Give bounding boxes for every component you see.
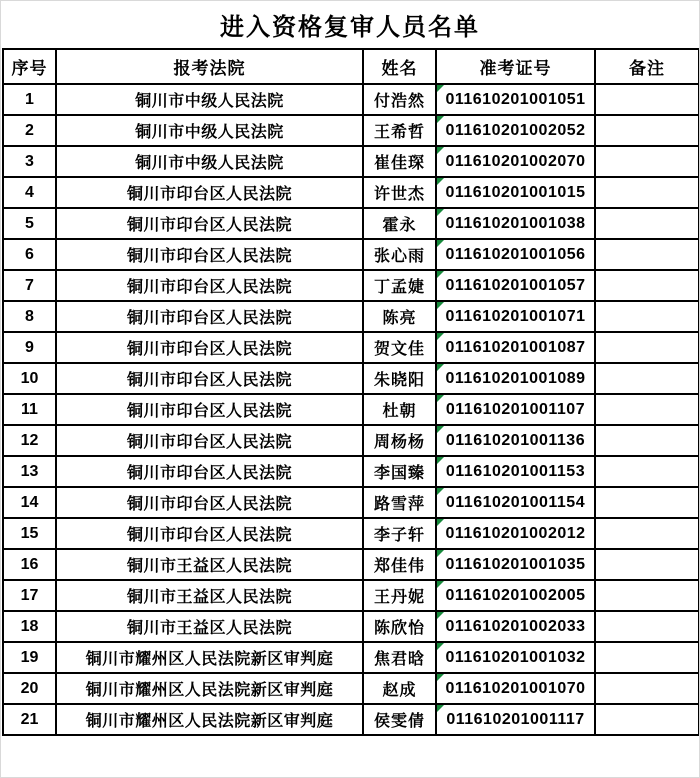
seq-cell: 2 (3, 115, 56, 146)
ticket-cell: 011610201001153 (436, 456, 595, 487)
table-row (3, 146, 699, 177)
col-header-ticket: 准考证号 (436, 49, 595, 84)
green-corner-triangle-icon (437, 147, 444, 154)
col-header-remark: 备注 (595, 49, 699, 84)
remark-cell (595, 208, 699, 239)
seq-cell: 15 (3, 518, 56, 549)
remark-cell (595, 301, 699, 332)
name-cell: 陈欣怡 (363, 611, 436, 642)
table-body (3, 84, 699, 735)
remark-cell (595, 425, 699, 456)
remark-cell (595, 146, 699, 177)
green-corner-triangle-icon (437, 271, 444, 278)
seq-cell: 18 (3, 611, 56, 642)
name-cell: 焦君晗 (363, 642, 436, 673)
remark-cell (595, 642, 699, 673)
court-cell: 铜川市印台区人民法院 (56, 518, 363, 549)
remark-cell (595, 177, 699, 208)
table-row (3, 642, 699, 673)
court-cell: 铜川市印台区人民法院 (56, 177, 363, 208)
ticket-cell: 011610201001015 (436, 177, 595, 208)
seq-cell: 21 (3, 704, 56, 735)
court-cell: 铜川市中级人民法院 (56, 84, 363, 115)
remark-cell (595, 239, 699, 270)
remark-cell (595, 270, 699, 301)
ticket-cell: 011610201001038 (436, 208, 595, 239)
green-corner-triangle-icon (437, 364, 444, 371)
seq-cell: 1 (3, 84, 56, 115)
name-cell: 李国臻 (363, 456, 436, 487)
court-cell: 铜川市印台区人民法院 (56, 270, 363, 301)
col-header-name: 姓名 (363, 49, 436, 84)
seq-cell: 3 (3, 146, 56, 177)
green-corner-triangle-icon (437, 333, 444, 340)
table-row (3, 208, 699, 239)
name-cell: 霍永 (363, 208, 436, 239)
green-corner-triangle-icon (437, 674, 444, 681)
name-cell: 杜朝 (363, 394, 436, 425)
ticket-cell: 011610201002012 (436, 518, 595, 549)
remark-cell (595, 549, 699, 580)
seq-cell: 8 (3, 301, 56, 332)
seq-cell: 7 (3, 270, 56, 301)
seq-cell: 4 (3, 177, 56, 208)
ticket-cell: 011610201001117 (436, 704, 595, 735)
ticket-cell: 011610201002070 (436, 146, 595, 177)
table-row (3, 270, 699, 301)
court-cell: 铜川市中级人民法院 (56, 146, 363, 177)
table-row (3, 84, 699, 115)
name-cell: 许世杰 (363, 177, 436, 208)
ticket-cell: 011610201001107 (436, 394, 595, 425)
ticket-cell: 011610201002052 (436, 115, 595, 146)
header-row (3, 49, 699, 84)
green-corner-triangle-icon (437, 519, 444, 526)
court-cell: 铜川市印台区人民法院 (56, 208, 363, 239)
green-corner-triangle-icon (437, 302, 444, 309)
name-cell: 王希哲 (363, 115, 436, 146)
green-corner-triangle-icon (437, 395, 444, 402)
remark-cell (595, 611, 699, 642)
court-cell: 铜川市印台区人民法院 (56, 363, 363, 394)
remark-cell (595, 363, 699, 394)
remark-cell (595, 394, 699, 425)
ticket-cell: 011610201001089 (436, 363, 595, 394)
name-cell: 崔佳琛 (363, 146, 436, 177)
table-row (3, 704, 699, 735)
court-cell: 铜川市耀州区人民法院新区审判庭 (56, 704, 363, 735)
green-corner-triangle-icon (437, 612, 444, 619)
table-row (3, 301, 699, 332)
table-header (3, 49, 699, 84)
court-cell: 铜川市印台区人民法院 (56, 394, 363, 425)
court-cell: 铜川市印台区人民法院 (56, 332, 363, 363)
table-row (3, 425, 699, 456)
page-title: 进入资格复审人员名单 (220, 14, 480, 41)
court-cell: 铜川市印台区人民法院 (56, 239, 363, 270)
ticket-cell: 011610201002005 (436, 580, 595, 611)
ticket-cell: 011610201001056 (436, 239, 595, 270)
table-row (3, 518, 699, 549)
table-row (3, 611, 699, 642)
table-row (3, 239, 699, 270)
seq-cell: 10 (3, 363, 56, 394)
green-corner-triangle-icon (437, 426, 444, 433)
seq-cell: 6 (3, 239, 56, 270)
qualification-review-table (2, 48, 700, 736)
table-row (3, 580, 699, 611)
seq-cell: 14 (3, 487, 56, 518)
seq-cell: 16 (3, 549, 56, 580)
table-row (3, 115, 699, 146)
remark-cell (595, 487, 699, 518)
green-corner-triangle-icon (437, 643, 444, 650)
seq-cell: 20 (3, 673, 56, 704)
court-cell: 铜川市王益区人民法院 (56, 611, 363, 642)
table-row (3, 673, 699, 704)
seq-cell: 13 (3, 456, 56, 487)
green-corner-triangle-icon (437, 488, 444, 495)
name-cell: 朱晓阳 (363, 363, 436, 394)
green-corner-triangle-icon (437, 209, 444, 216)
court-cell: 铜川市中级人民法院 (56, 115, 363, 146)
name-cell: 侯雯倩 (363, 704, 436, 735)
col-header-court: 报考法院 (56, 49, 363, 84)
green-corner-triangle-icon (437, 550, 444, 557)
remark-cell (595, 115, 699, 146)
ticket-cell: 011610201001057 (436, 270, 595, 301)
court-cell: 铜川市印台区人民法院 (56, 456, 363, 487)
green-corner-triangle-icon (437, 178, 444, 185)
seq-cell: 19 (3, 642, 56, 673)
green-corner-triangle-icon (437, 705, 444, 712)
ticket-cell: 011610201001154 (436, 487, 595, 518)
name-cell: 王丹妮 (363, 580, 436, 611)
name-cell: 郑佳伟 (363, 549, 436, 580)
name-cell: 路雪萍 (363, 487, 436, 518)
table-row (3, 456, 699, 487)
seq-cell: 17 (3, 580, 56, 611)
remark-cell (595, 704, 699, 735)
table-row (3, 332, 699, 363)
seq-cell: 9 (3, 332, 56, 363)
seq-cell: 12 (3, 425, 56, 456)
remark-cell (595, 332, 699, 363)
name-cell: 周杨杨 (363, 425, 436, 456)
green-corner-triangle-icon (437, 457, 444, 464)
green-corner-triangle-icon (437, 85, 444, 92)
green-corner-triangle-icon (437, 240, 444, 247)
ticket-cell: 011610201001087 (436, 332, 595, 363)
ticket-cell: 011610201002033 (436, 611, 595, 642)
name-cell: 陈亮 (363, 301, 436, 332)
name-cell: 贺文佳 (363, 332, 436, 363)
table-row (3, 487, 699, 518)
name-cell: 丁孟婕 (363, 270, 436, 301)
ticket-cell: 011610201001051 (436, 84, 595, 115)
col-header-seq: 序号 (3, 49, 56, 84)
ticket-cell: 011610201001032 (436, 642, 595, 673)
remark-cell (595, 518, 699, 549)
remark-cell (595, 580, 699, 611)
court-cell: 铜川市耀州区人民法院新区审判庭 (56, 673, 363, 704)
court-cell: 铜川市印台区人民法院 (56, 301, 363, 332)
ticket-cell: 011610201001035 (436, 549, 595, 580)
court-cell: 铜川市王益区人民法院 (56, 580, 363, 611)
table-row (3, 363, 699, 394)
name-cell: 张心雨 (363, 239, 436, 270)
ticket-cell: 011610201001136 (436, 425, 595, 456)
court-cell: 铜川市耀州区人民法院新区审判庭 (56, 642, 363, 673)
seq-cell: 11 (3, 394, 56, 425)
court-cell: 铜川市印台区人民法院 (56, 487, 363, 518)
green-corner-triangle-icon (437, 116, 444, 123)
name-cell: 赵成 (363, 673, 436, 704)
ticket-cell: 011610201001070 (436, 673, 595, 704)
remark-cell (595, 84, 699, 115)
remark-cell (595, 673, 699, 704)
table-row (3, 177, 699, 208)
name-cell: 李子轩 (363, 518, 436, 549)
remark-cell (595, 456, 699, 487)
ticket-cell: 011610201001071 (436, 301, 595, 332)
court-cell: 铜川市王益区人民法院 (56, 549, 363, 580)
green-corner-triangle-icon (437, 581, 444, 588)
table-row (3, 394, 699, 425)
name-cell: 付浩然 (363, 84, 436, 115)
table-row (3, 549, 699, 580)
seq-cell: 5 (3, 208, 56, 239)
court-cell: 铜川市印台区人民法院 (56, 425, 363, 456)
